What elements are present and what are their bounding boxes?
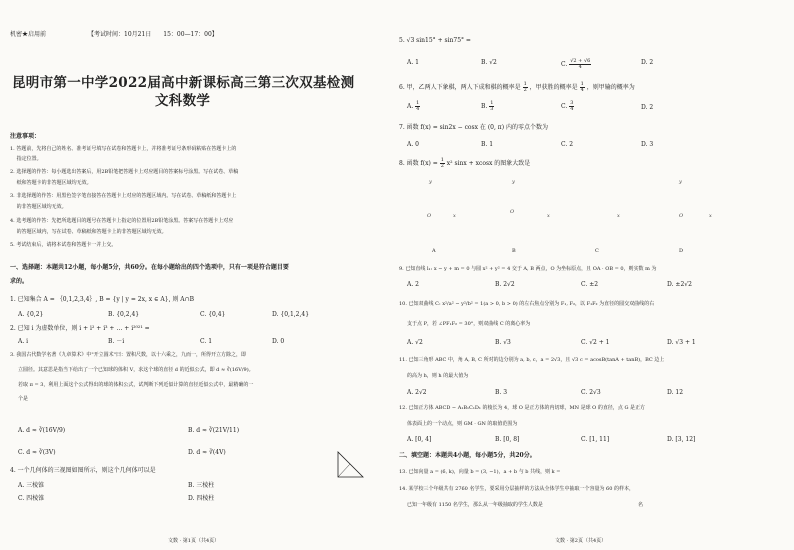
graph-b-label: B xyxy=(512,248,516,254)
graph-c-label: C xyxy=(595,248,599,254)
q1-option-d: D. {0,1,2,4} xyxy=(272,311,310,318)
notes-heading: 注意事项： xyxy=(10,133,41,140)
q3-line2: 立圆径。其意思是指当下给出了一个已知球的体积 V，求这个球的直径 d 的近似公式，即 d ≈ ∛(16V/9)。 xyxy=(18,367,254,373)
section2-heading: 二、填空题：本题共4小题，每小题5分，共20分。 xyxy=(399,452,536,459)
q1-option-b: B. {0,2,4} xyxy=(108,311,140,318)
graph-b-y-axis-label: y xyxy=(512,179,515,185)
q5-option-c: C. $\frac{√2 + √6}{4}$ xyxy=(561,58,591,70)
graph-d-origin-label: O xyxy=(679,213,684,219)
exam-page-2 xyxy=(397,0,794,550)
q8-graph-options xyxy=(417,175,777,255)
q10-option-c: C. √2 + 1 xyxy=(581,339,610,346)
q5-option-c-fraction: $\frac{√2 + √6}{4}$ xyxy=(570,58,591,70)
q5-option-b: B. √2 xyxy=(481,59,497,66)
q11-option-d: D. 12 xyxy=(667,389,684,396)
q2-stem: 2. 已知 i 为虚数单位，则 i + i² + i³ + … + i²⁰²¹ = xyxy=(10,325,150,332)
q10-line2: 支于点 P，若 ∠PF₁F₂ = 30°，则双曲线 C 的离心率为 xyxy=(407,321,531,327)
q9-option-c: C. ±2 xyxy=(581,281,599,288)
q1-option-a: A. {0,2} xyxy=(18,311,44,318)
q13-stem: 13. 已知向量 a = (6, k)，向量 b = (3, −1)，a + b 与 b 共线，则 k = xyxy=(399,469,561,475)
q2-option-c: C. 1 xyxy=(200,338,213,345)
q7-option-a: A. 0 xyxy=(407,141,419,148)
note-line: 指定位置。 xyxy=(10,156,42,162)
q3-option-d: D. d ≈ ∛(4V) xyxy=(188,449,226,456)
q5-stem: 5. √3 sin15° + sin75° = xyxy=(399,37,471,44)
note-line: 的非答题区域均无效。 xyxy=(10,204,67,210)
q4-option-c: C. 四棱锥 xyxy=(18,495,45,502)
confidential-label: 机密★启用前 xyxy=(10,31,47,38)
q9-option-a: A. 2 xyxy=(407,281,419,288)
exam-title: 昆明市第一中学2022届高中新课标高三第三次双基检测 xyxy=(12,75,355,91)
q5-option-d: D. 2 xyxy=(641,59,654,66)
q4-option-d: D. 四棱柱 xyxy=(188,495,215,502)
q8-stem: 8. 函数 f(x) = $\frac{1}{2}$ x² sinx + xcosx 的图象大致是 xyxy=(399,157,531,169)
q3-line1: 3. 我国古代数学名著《九章算术》中"开立圆术"曰：置积尺数，以十六乘之，九而一，所得开立方除之，即 xyxy=(10,352,246,358)
q1-option-c: C. {0,4} xyxy=(200,311,226,318)
q11-line1: 11. 已知三角形 ABC 中，角 A, B, C 所对的边分别为 a, b, c，a = 2√3，且 √3 c = acosB(tanA + tanB)，BC 边上 xyxy=(399,357,665,363)
q3-line4: 个是 xyxy=(18,396,29,402)
q5-option-a: A. 1 xyxy=(407,59,419,66)
q12-option-c: C. [1, 11] xyxy=(581,436,610,443)
graph-d-x-axis-label: x xyxy=(709,213,712,219)
graph-a-origin-label: O xyxy=(427,213,432,219)
q2-option-d: D. 0 xyxy=(272,338,285,345)
graph-a-x-axis-label: x xyxy=(453,213,456,219)
q6-option-c: C. $\frac{3}{4}$ xyxy=(561,100,574,112)
q10-option-b: B. √3 xyxy=(495,339,511,346)
q14-unit: 名 xyxy=(638,502,644,508)
q7-option-d: D. 3 xyxy=(641,141,654,148)
q6-option-a: A. $\frac{1}{4}$ xyxy=(407,100,420,112)
note-line: 2. 选择题的作答：每小题选出答案后，用2B铅笔把答题卡上对应题目的答案标号涂黑。写在试卷、草稿 xyxy=(10,169,239,175)
q6-option-d: D. 2 xyxy=(641,104,654,111)
note-line: 1. 答题前，先将自己的姓名、准考证号填写在试卷和答题卡上，并将准考证号条形码粘贴在答题卡上的 xyxy=(10,146,237,152)
q10-line1: 10. 已知双曲线 C: x²/a² − y²/b² = 1(a > 0, b > 0) 的左右焦点分别为 F₁, F₂，以 F₁F₂ 为直径的圆交双曲线的右 xyxy=(399,301,655,307)
graph-c-x-axis-label: x xyxy=(617,213,620,219)
section1-heading: 一、选择题：本题共12小题，每小题5分，共60分。在每小题给出的四个选项中，只有一项是符合题目要 xyxy=(10,264,289,271)
note-line: 纸和答题卡的非答题区域均无效。 xyxy=(10,180,92,186)
q7-option-b: B. 1 xyxy=(481,141,494,148)
q11-line2: 的高为 h，则 h 的最大值为 xyxy=(407,373,469,379)
exam-time: 【考试时间：10月21日 15：00—17：00】 xyxy=(88,31,218,38)
q11-option-a: A. 2√2 xyxy=(407,389,427,396)
note-line: 的答题区域内，写在试卷、草稿纸和答题卡上的非答题区域均无效。 xyxy=(10,229,167,235)
page-footer: 文数 · 第1页（共4页） xyxy=(168,538,220,544)
graph-b-origin-label: O xyxy=(510,209,515,215)
q9-option-b: B. 2√2 xyxy=(495,281,515,288)
q1-stem: 1. 已知集合 A = ｛0,1,2,3,4｝, B = {y | y = 2x, x ∈ A}, 则 A∩B xyxy=(10,296,195,303)
q12-line2: 体表面上的一个动点，则 GM · GN 的取值范围为 xyxy=(407,421,518,427)
note-line: 5. 考试结束后，请将本试卷和答题卡一并上交。 xyxy=(10,242,117,248)
q12-option-a: A. [0, 4] xyxy=(407,436,432,443)
q3-option-a: A. d ≈ ∛(16V/9) xyxy=(18,427,66,434)
graph-a-label: A xyxy=(432,248,436,254)
graph-a-y-axis-label: y xyxy=(429,179,432,185)
graph-d-y-axis-label: y xyxy=(679,179,682,185)
three-view-triangle-figure xyxy=(336,450,366,480)
q2-option-b: B. －i xyxy=(108,338,125,345)
q6-fraction-draw: $\frac{1}{2}$ xyxy=(523,81,527,93)
section1-heading-cont: 求的。 xyxy=(10,278,29,285)
q7-stem: 7. 函数 f(x) = sin2x − cosx 在 (0, π) 内的零点个数为 xyxy=(399,124,548,131)
q10-option-d: D. √3 + 1 xyxy=(667,339,696,346)
page-footer: 文数 · 第2页（共4页） xyxy=(555,538,607,544)
q10-option-a: A. √2 xyxy=(407,339,423,346)
q3-option-c: C. d ≈ ∛(3V) xyxy=(18,449,56,456)
q3-line3: 若取 π = 3，利用上面这个公式得出的球的体积公式，试判断下列近似计算的直径近似公式中，最精确的一 xyxy=(18,382,254,388)
q14-line1: 14. 某学校三个年级共有 2760 名学生，要采用分层抽样的方法从全体学生中抽取一个容量为 60 的样本， xyxy=(399,486,634,492)
q11-option-b: B. 3 xyxy=(495,389,508,396)
q9-stem: 9. 已知直线 l₁: x − y + m = 0 与圆 x² + y² = 4 交于 A, B 两点，O 为坐标原点，且 OA · OB = 0，则实数 m 为 xyxy=(399,266,657,272)
q4-stem: 4. 一个几何体的三视图如图所示，则这个几何体可以是 xyxy=(10,467,156,474)
q11-option-c: C. 2√3 xyxy=(581,389,601,396)
graph-b-x-axis-label: x xyxy=(547,213,550,219)
q12-line1: 12. 已知正方体 ABCD − A₁B₁C₁D₁ 的棱长为 4，球 O 是正方体的内切球，MN 是球 O 的直径，点 G 是正方 xyxy=(399,405,646,411)
q12-option-b: B. [0, 8] xyxy=(495,436,520,443)
q14-line2: 已知一年级有 1150 名学生，那么从一年级抽取的学生人数是 xyxy=(407,502,543,508)
q7-option-c: C. 2 xyxy=(561,141,574,148)
q4-option-a: A. 三棱锥 xyxy=(18,482,45,489)
q6-option-b: B. $\frac{1}{3}$ xyxy=(481,100,494,112)
q2-option-a: A. i xyxy=(18,338,29,345)
q4-option-b: B. 三棱柱 xyxy=(188,482,215,489)
q8-fraction: $\frac{1}{2}$ xyxy=(440,157,444,169)
note-line: 3. 非选择题的作答：用黑色签字笔直接答在答题卡上对应的答题区域内。写在试卷、草稿纸和答题卡上 xyxy=(10,193,237,199)
graph-d-label: D xyxy=(679,248,684,254)
q9-option-d: D. ±2√2 xyxy=(667,281,692,288)
q6-stem: 6. 甲，乙两人下象棋，两人下成和棋的概率是 $\frac{1}{2}$ ，甲获胜的概率是 $\frac{1}{4}$ ，则甲输的概率为 xyxy=(399,81,635,93)
q12-option-d: D. [3, 12] xyxy=(667,436,696,443)
exam-subtitle: 文科数学 xyxy=(155,93,211,109)
q6-fraction-win: $\frac{1}{4}$ xyxy=(580,81,584,93)
q3-option-b: B. d ≈ ∛(21V/11) xyxy=(188,427,240,434)
note-line: 4. 选考题的作答：先把所选题目的题号在答题卡上指定的位置用2B铅笔涂黑。答案写在答题卡上对应 xyxy=(10,218,234,224)
